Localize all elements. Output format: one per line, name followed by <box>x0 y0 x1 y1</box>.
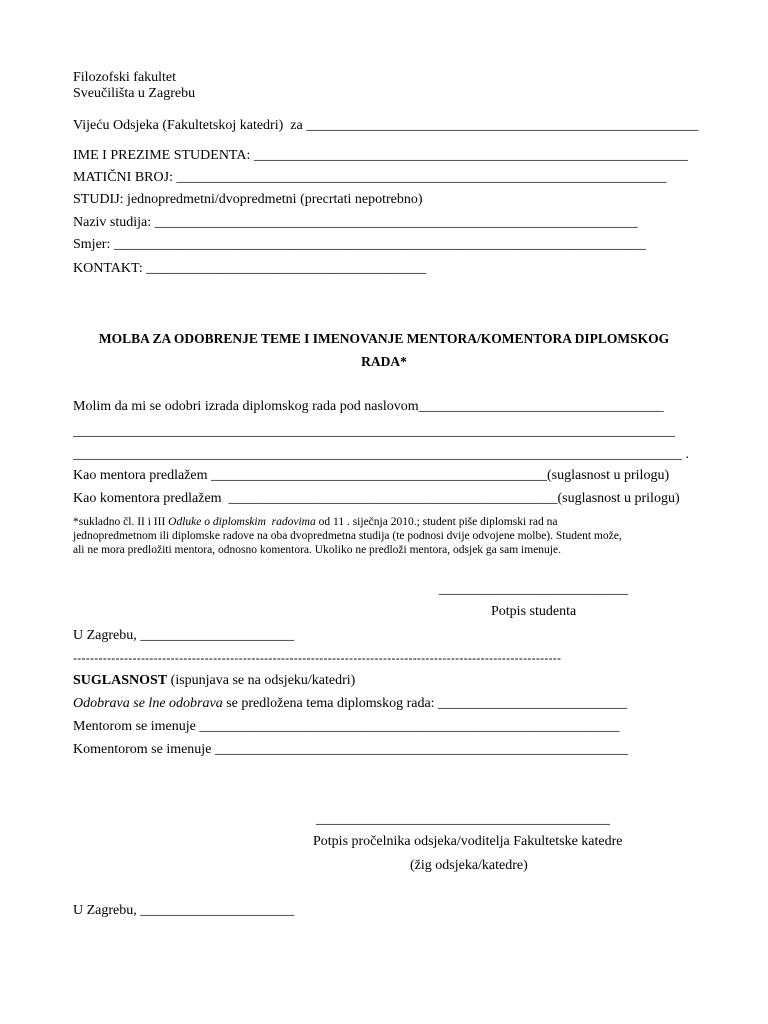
student-id-field[interactable]: ______________________________________________________________________ <box>172 170 667 185</box>
section-divider: ------------------------------------------------------------------------------------------------------------------- <box>73 651 562 665</box>
student-id-line <box>73 170 666 186</box>
appointed-mentor-line <box>73 719 619 735</box>
thesis-title-line <box>73 399 664 415</box>
comentor-label: Kao komentora predlažem <box>73 491 222 506</box>
mentor-label: Kao mentora predlažem <box>73 468 208 483</box>
contact-label: KONTAKT: <box>73 261 143 276</box>
consent-heading <box>73 673 355 689</box>
contact-line <box>73 261 426 277</box>
comentor-line <box>73 491 680 507</box>
appointed-comentor-label: Komentorom se imenuje <box>73 742 212 757</box>
consent-subtitle: (ispunjava se na odsjeku/katedri) <box>167 673 356 688</box>
head-signature-field[interactable]: __________________________________________ <box>316 812 610 827</box>
student-signature-field[interactable]: ___________________________ <box>439 582 628 597</box>
footnote-decision-title: Odluke o diplomskim radovima <box>168 516 316 528</box>
student-signature-label: Potpis studenta <box>491 604 577 619</box>
approval-choice[interactable]: Odobrava se lne odobrava <box>73 696 223 711</box>
place-date-line-2 <box>73 903 294 919</box>
footnote-text: *sukladno čl. II i III <box>73 516 169 528</box>
appointed-mentor-label: Mentorom se imenuje <box>73 719 196 734</box>
thesis-title-field-3[interactable]: _______________________________________________________________________________________ . <box>73 447 689 462</box>
footnote-text: od 11 . siječnja 2010.; student piše diplomski rad na <box>315 516 558 528</box>
study-type-label: STUDIJ: jednopredmetni/dvopredmetni (precrtati nepotrebno) <box>73 192 423 207</box>
addressee-field[interactable]: ________________________________________________________ <box>306 118 699 133</box>
footnote-line-3: ali ne mora predložiti mentora, odnosno komentora. Ukoliko ne predloži mentora, odsjek ga sam imenuje. <box>73 544 561 556</box>
stamp-label: (žig odsjeka/katedre) <box>410 858 528 873</box>
appointed-comentor-field[interactable]: ___________________________________________________________ <box>211 742 628 757</box>
study-name-line <box>73 215 638 231</box>
place-date-line-1 <box>73 628 294 644</box>
study-track-field[interactable]: ____________________________________________________________________________ <box>110 237 646 252</box>
contact-field[interactable]: ________________________________________ <box>142 261 427 276</box>
student-name-line <box>73 148 688 164</box>
study-track-line <box>73 237 646 253</box>
mentor-line <box>73 468 669 484</box>
comentor-field[interactable]: _______________________________________________ <box>221 491 558 506</box>
student-name-field[interactable]: ______________________________________________________________ <box>250 148 688 163</box>
place-date-label: U Zagrebu, <box>73 628 137 643</box>
study-track-label: Smjer: <box>73 237 111 252</box>
form-title-line-2: RADA* <box>361 354 407 369</box>
mentor-field[interactable]: ________________________________________________ <box>207 468 547 483</box>
student-id-label: MATIČNI BROJ: <box>73 170 173 185</box>
thesis-title-field[interactable]: ___________________________________ <box>418 399 664 414</box>
addressee-text: Vijeću Odsjeka (Fakultetskoj katedri) za <box>73 118 303 133</box>
student-name-label: IME I PREZIME STUDENTA: <box>73 148 251 163</box>
appointed-comentor-line <box>73 742 628 758</box>
consent-title: SUGLASNOST <box>73 673 168 688</box>
comentor-consent-note: (suglasnost u prilogu) <box>557 491 680 506</box>
thesis-title-label: Molim da mi se odobri izrada diplomskog rada pod naslovom <box>73 399 419 414</box>
mentor-consent-note: (suglasnost u prilogu) <box>547 468 670 483</box>
approval-line <box>73 696 627 712</box>
approval-text[interactable]: se predložena tema diplomskog rada: ___________________________ <box>222 696 628 711</box>
university-name: Sveučilišta u Zagrebu <box>73 86 196 101</box>
addressee-line <box>73 118 698 134</box>
study-name-label: Naziv studija: <box>73 215 152 230</box>
thesis-title-field-2[interactable]: ______________________________________________________________________________________ <box>73 424 675 439</box>
place-date-label: U Zagrebu, <box>73 903 137 918</box>
date-field[interactable]: ______________________ <box>136 903 295 918</box>
footnote-line-1 <box>73 515 557 529</box>
faculty-name: Filozofski fakultet <box>73 70 177 85</box>
study-name-field[interactable]: _____________________________________________________________________ <box>151 215 638 230</box>
form-title-line-1: MOLBA ZA ODOBRENJE TEME I IMENOVANJE MENTORA/KOMENTORA DIPLOMSKOG <box>98 331 670 346</box>
footnote-line-2: jednopredmetnom ili diplomske radove na oba dvopredmetna studija (te podnosi dvije odvojene molbe). Student može, <box>73 530 622 542</box>
date-field[interactable]: ______________________ <box>136 628 295 643</box>
appointed-mentor-field[interactable]: ____________________________________________________________ <box>195 719 620 734</box>
study-type-line <box>73 192 423 208</box>
head-signature-label: Potpis pročelnika odsjeka/voditelja Fakultetske katedre <box>313 834 623 849</box>
